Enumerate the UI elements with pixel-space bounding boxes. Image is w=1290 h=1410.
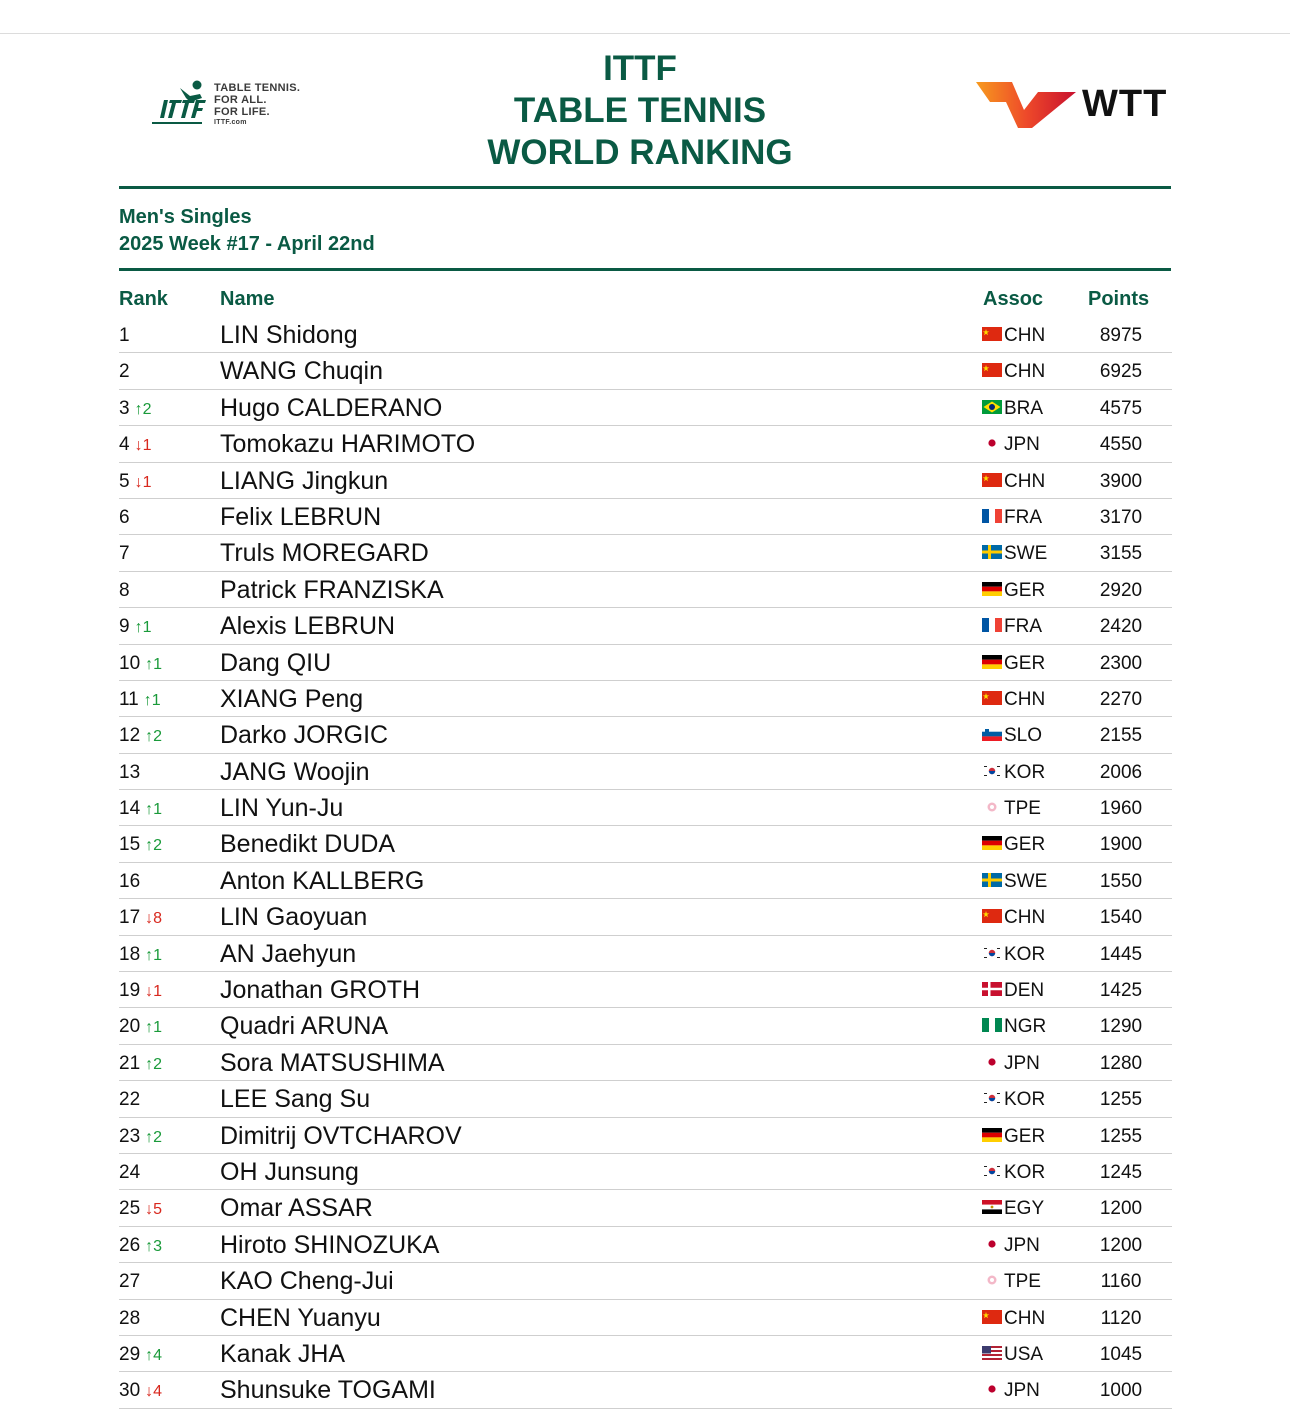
assoc-code: KOR (1004, 1089, 1046, 1111)
rank-change: ↑2 (134, 400, 152, 418)
table-row (0, 936, 1290, 972)
assoc-code: GER (1004, 579, 1046, 601)
rank-cell (119, 1016, 209, 1038)
chn-flag-icon (982, 909, 1002, 923)
rank-value: 20 (119, 1016, 141, 1038)
assoc-code: GER (1004, 1125, 1046, 1147)
col-assoc-header: Assoc (983, 288, 1044, 310)
wtt-text: WTT (1082, 83, 1168, 125)
rank-value: 5 (119, 470, 130, 492)
rank-value: 27 (119, 1271, 141, 1293)
table-row (0, 1300, 1290, 1336)
rank-value: 13 (119, 761, 141, 783)
points-value: 4550 (1099, 434, 1143, 456)
points-value: 6925 (1099, 361, 1143, 383)
chn-flag-icon (982, 691, 1002, 705)
player-name: Kanak JHA (220, 1339, 346, 1368)
points-value: 1200 (1099, 1234, 1143, 1256)
player-name: LIN Gaoyuan (220, 903, 368, 932)
ger-flag-icon (982, 1128, 1002, 1142)
table-row (0, 390, 1290, 426)
rank-value: 17 (119, 907, 141, 929)
assoc-code: EGY (1004, 1198, 1045, 1220)
rank-cell (119, 434, 209, 456)
ittf-tagline (214, 82, 300, 127)
rank-cell (119, 1271, 209, 1293)
player-name: Truls MOREGARD (220, 539, 429, 568)
rank-change: ↓5 (145, 1201, 163, 1219)
points-value: 2006 (1099, 761, 1143, 783)
rank-value: 9 (119, 616, 130, 638)
points-value: 1900 (1099, 834, 1143, 856)
assoc-code: JPN (1004, 1380, 1040, 1402)
assoc-code: FRA (1004, 506, 1042, 528)
points-value: 1120 (1100, 1307, 1142, 1329)
ger-flag-icon (982, 655, 1002, 669)
table-row (0, 899, 1290, 935)
swe-flag-icon (982, 545, 1002, 559)
wtt-logo (976, 80, 1176, 130)
rank-value: 10 (119, 652, 141, 674)
rank-change: ↑1 (145, 946, 163, 964)
table-row (0, 608, 1290, 644)
rank-cell (119, 871, 209, 893)
ger-flag-icon (982, 582, 1002, 596)
table-row (0, 754, 1290, 790)
rank-change: ↑1 (145, 801, 163, 819)
player-name: OH Junsung (220, 1157, 359, 1186)
rank-cell (119, 1126, 209, 1148)
rank-cell (119, 325, 209, 347)
rank-change: ↑1 (145, 1019, 163, 1037)
egy-flag-icon (982, 1200, 1002, 1214)
rank-cell (119, 1198, 209, 1220)
points-value: 1445 (1099, 943, 1143, 965)
tpe-flag-icon (982, 1273, 1002, 1287)
points-value: 3170 (1099, 506, 1143, 528)
table-row (0, 1154, 1290, 1190)
col-points-header: Points (1088, 288, 1150, 310)
rank-cell (119, 616, 209, 638)
ger-flag-icon (982, 836, 1002, 850)
assoc-code: CHN (1004, 688, 1046, 710)
rank-cell (119, 1162, 209, 1184)
wtt-emblem-icon (976, 80, 1078, 130)
rank-change: ↑2 (145, 837, 163, 855)
assoc-code: SWE (1004, 870, 1048, 892)
ittf-site: ITTF.com (214, 119, 247, 126)
player-name: CHEN Yuanyu (220, 1303, 381, 1332)
assoc-code: GER (1004, 652, 1046, 674)
player-name: Shunsuke TOGAMI (220, 1376, 436, 1405)
rank-cell (119, 762, 209, 784)
player-name: LIN Shidong (220, 321, 358, 349)
rank-cell (119, 980, 209, 1002)
rank-cell (119, 361, 209, 383)
rank-value: 25 (119, 1198, 141, 1220)
ittf-tagline-line-2: FOR ALL. (214, 94, 267, 106)
table-row (0, 972, 1290, 1008)
points-value: 1290 (1099, 1016, 1143, 1038)
points-value: 3155 (1099, 543, 1143, 565)
player-name: Tomokazu HARIMOTO (220, 430, 476, 459)
title-line-3: WORLD RANKING (487, 133, 793, 172)
points-value: 1245 (1099, 1161, 1143, 1183)
table-row (0, 1081, 1290, 1117)
rank-value: 15 (119, 834, 141, 856)
ranking-table (0, 317, 1290, 1409)
points-value: 1045 (1099, 1343, 1143, 1365)
rank-value: 3 (119, 397, 130, 419)
table-row (0, 572, 1290, 608)
kor-flag-icon (982, 1091, 1002, 1105)
ranking-subtitle (119, 204, 375, 258)
col-rank-header: Rank (119, 288, 168, 310)
den-flag-icon (982, 982, 1002, 996)
rank-change: ↑1 (143, 691, 161, 709)
table-row (0, 1045, 1290, 1081)
rank-value: 7 (119, 543, 130, 565)
bra-flag-icon (982, 400, 1002, 414)
player-name: Omar ASSAR (220, 1194, 373, 1223)
assoc-code: CHN (1004, 1307, 1046, 1329)
points-value: 1200 (1099, 1198, 1143, 1220)
table-header (0, 288, 1290, 316)
table-row (0, 1372, 1290, 1408)
rank-value: 2 (119, 361, 130, 383)
table-row (0, 463, 1290, 499)
rank-cell (119, 725, 209, 747)
rank-cell (119, 1308, 209, 1330)
rank-value: 24 (119, 1161, 141, 1183)
rank-cell (119, 944, 209, 966)
rank-value: 1 (119, 325, 130, 346)
assoc-code: TPE (1004, 798, 1041, 820)
title-line-2: TABLE TENNIS (513, 91, 767, 130)
player-name: KAO Cheng-Jui (220, 1267, 394, 1296)
fra-flag-icon (982, 509, 1002, 523)
points-value: 2270 (1099, 688, 1143, 710)
player-name: Darko JORGIC (220, 721, 389, 750)
rank-value: 18 (119, 943, 141, 965)
table-row (0, 681, 1290, 717)
player-name: AN Jaehyun (220, 939, 357, 968)
tpe-flag-icon (982, 800, 1002, 814)
rank-cell (119, 1235, 209, 1257)
rank-cell (119, 798, 209, 820)
points-value: 1280 (1099, 1052, 1143, 1074)
ittf-emblem-icon (150, 78, 212, 128)
assoc-code: SLO (1004, 725, 1043, 747)
points-value: 1255 (1099, 1089, 1143, 1111)
table-row (0, 863, 1290, 899)
player-name: Hiroto SHINOZUKA (220, 1230, 440, 1259)
rank-change: ↑1 (145, 655, 163, 673)
rank-cell (119, 543, 209, 565)
subtitle-rule (119, 268, 1171, 271)
rank-value: 16 (119, 870, 141, 892)
chn-flag-icon (982, 363, 1002, 377)
assoc-code: FRA (1004, 616, 1042, 638)
assoc-code: SWE (1004, 543, 1048, 565)
table-row (0, 1227, 1290, 1263)
rank-cell (119, 580, 209, 602)
table-row (0, 1263, 1290, 1299)
player-name: LIANG Jingkun (220, 466, 389, 495)
points-value: 2420 (1099, 616, 1143, 638)
points-value: 3900 (1099, 470, 1143, 492)
player-name: Dimitrij OVTCHAROV (220, 1121, 462, 1150)
rank-value: 22 (119, 1089, 141, 1111)
points-value: 8975 (1099, 325, 1143, 346)
rank-change: ↓8 (145, 910, 163, 928)
rank-change: ↑2 (145, 1128, 163, 1146)
swe-flag-icon (982, 873, 1002, 887)
kor-flag-icon (982, 764, 1002, 778)
jpn-flag-icon (982, 1237, 1002, 1251)
player-name: Jonathan GROTH (220, 976, 421, 1005)
rank-change: ↓4 (145, 1383, 163, 1401)
rank-cell (119, 834, 209, 856)
rank-change: ↓1 (134, 473, 152, 491)
week-label: 2025 Week #17 - April 22nd (119, 233, 375, 255)
rank-value: 4 (119, 434, 130, 456)
rank-value: 6 (119, 506, 130, 528)
rank-value: 28 (119, 1307, 141, 1329)
table-row (0, 499, 1290, 535)
assoc-code: JPN (1004, 1234, 1040, 1256)
rank-cell (119, 398, 209, 420)
rank-change: ↑4 (145, 1346, 163, 1364)
player-name: Anton KALLBERG (220, 866, 425, 895)
points-value: 2155 (1099, 725, 1143, 747)
rank-value: 11 (119, 688, 139, 710)
assoc-code: JPN (1004, 1052, 1040, 1074)
assoc-code: NGR (1004, 1016, 1047, 1038)
table-row (0, 790, 1290, 826)
rank-change: ↓1 (134, 437, 152, 455)
points-value: 1540 (1099, 907, 1143, 929)
ittf-logo (150, 78, 340, 130)
points-value: 1160 (1100, 1271, 1142, 1293)
category-label: Men's Singles (119, 206, 252, 228)
rank-value: 8 (119, 579, 130, 601)
table-row (0, 1190, 1290, 1226)
player-name: Alexis LEBRUN (220, 612, 396, 641)
player-name: WANG Chuqin (220, 357, 384, 386)
rank-cell (119, 507, 209, 529)
rank-change: ↑1 (134, 619, 152, 637)
player-name: Felix LEBRUN (220, 502, 382, 531)
assoc-code: BRA (1004, 397, 1044, 419)
slo-flag-icon (982, 727, 1002, 741)
chn-flag-icon (982, 327, 1002, 341)
col-name-header: Name (220, 288, 275, 310)
assoc-code: KOR (1004, 761, 1046, 783)
top-divider (0, 33, 1290, 34)
rank-cell (119, 1053, 209, 1075)
rank-cell (119, 907, 209, 929)
table-row (0, 717, 1290, 753)
assoc-code: GER (1004, 834, 1046, 856)
assoc-code: JPN (1004, 434, 1040, 456)
header-rule (119, 186, 1171, 189)
assoc-code: KOR (1004, 1161, 1046, 1183)
assoc-code: CHN (1004, 907, 1046, 929)
rank-cell (119, 1089, 209, 1111)
table-row (0, 645, 1290, 681)
rank-value: 29 (119, 1343, 141, 1365)
jpn-flag-icon (982, 436, 1002, 450)
kor-flag-icon (982, 946, 1002, 960)
page-title (440, 48, 840, 174)
player-name: JANG Woojin (220, 757, 370, 786)
table-row (0, 1118, 1290, 1154)
rank-value: 21 (119, 1052, 141, 1074)
fra-flag-icon (982, 618, 1002, 632)
rank-change: ↑2 (145, 728, 163, 746)
assoc-code: CHN (1004, 361, 1046, 383)
player-name: LEE Sang Su (220, 1085, 371, 1114)
points-value: 4575 (1099, 397, 1143, 419)
rank-value: 19 (119, 980, 141, 1002)
points-value: 1000 (1099, 1380, 1143, 1402)
assoc-code: TPE (1004, 1271, 1041, 1293)
title-line-1: ITTF (603, 49, 677, 88)
player-name: LIN Yun-Ju (220, 794, 344, 823)
rank-cell (119, 1380, 209, 1402)
table-row (0, 535, 1290, 571)
points-value: 2920 (1099, 579, 1143, 601)
player-name: Hugo CALDERANO (220, 393, 443, 422)
table-row (0, 353, 1290, 389)
rank-value: 12 (119, 725, 141, 747)
player-name: Quadri ARUNA (220, 1012, 389, 1041)
table-row (0, 317, 1290, 353)
rank-cell (119, 1344, 209, 1366)
jpn-flag-icon (982, 1055, 1002, 1069)
rank-cell (119, 689, 209, 711)
points-value: 1550 (1099, 870, 1143, 892)
table-row (0, 426, 1290, 462)
rank-value: 23 (119, 1125, 141, 1147)
player-name: Patrick FRANZISKA (220, 575, 444, 604)
assoc-code: CHN (1004, 325, 1046, 346)
jpn-flag-icon (982, 1382, 1002, 1396)
rank-cell (119, 653, 209, 675)
rank-value: 14 (119, 798, 141, 820)
assoc-code: CHN (1004, 470, 1046, 492)
player-name: Dang QIU (220, 648, 332, 677)
table-row (0, 1008, 1290, 1044)
ittf-tagline-line-1: TABLE TENNIS. (214, 82, 301, 94)
player-name: XIANG Peng (220, 684, 364, 713)
player-name: Benedikt DUDA (220, 830, 396, 859)
rank-change: ↑3 (145, 1237, 163, 1255)
chn-flag-icon (982, 1310, 1002, 1324)
rank-change: ↑2 (145, 1055, 163, 1073)
points-value: 1960 (1099, 798, 1143, 820)
table-row (0, 1336, 1290, 1372)
rank-change: ↓1 (145, 983, 163, 1001)
ittf-tagline-line-3: FOR LIFE. (214, 106, 270, 118)
player-name: Sora MATSUSHIMA (220, 1048, 445, 1077)
rank-cell (119, 471, 209, 493)
points-value: 2300 (1099, 652, 1143, 674)
assoc-code: DEN (1004, 980, 1045, 1002)
kor-flag-icon (982, 1164, 1002, 1178)
points-value: 1255 (1099, 1125, 1143, 1147)
points-value: 1425 (1099, 980, 1143, 1002)
usa-flag-icon (982, 1346, 1002, 1360)
chn-flag-icon (982, 473, 1002, 487)
ngr-flag-icon (982, 1018, 1002, 1032)
rank-value: 30 (119, 1380, 141, 1402)
table-row (0, 826, 1290, 862)
assoc-code: KOR (1004, 943, 1046, 965)
rank-value: 26 (119, 1234, 141, 1256)
assoc-code: USA (1004, 1343, 1044, 1365)
